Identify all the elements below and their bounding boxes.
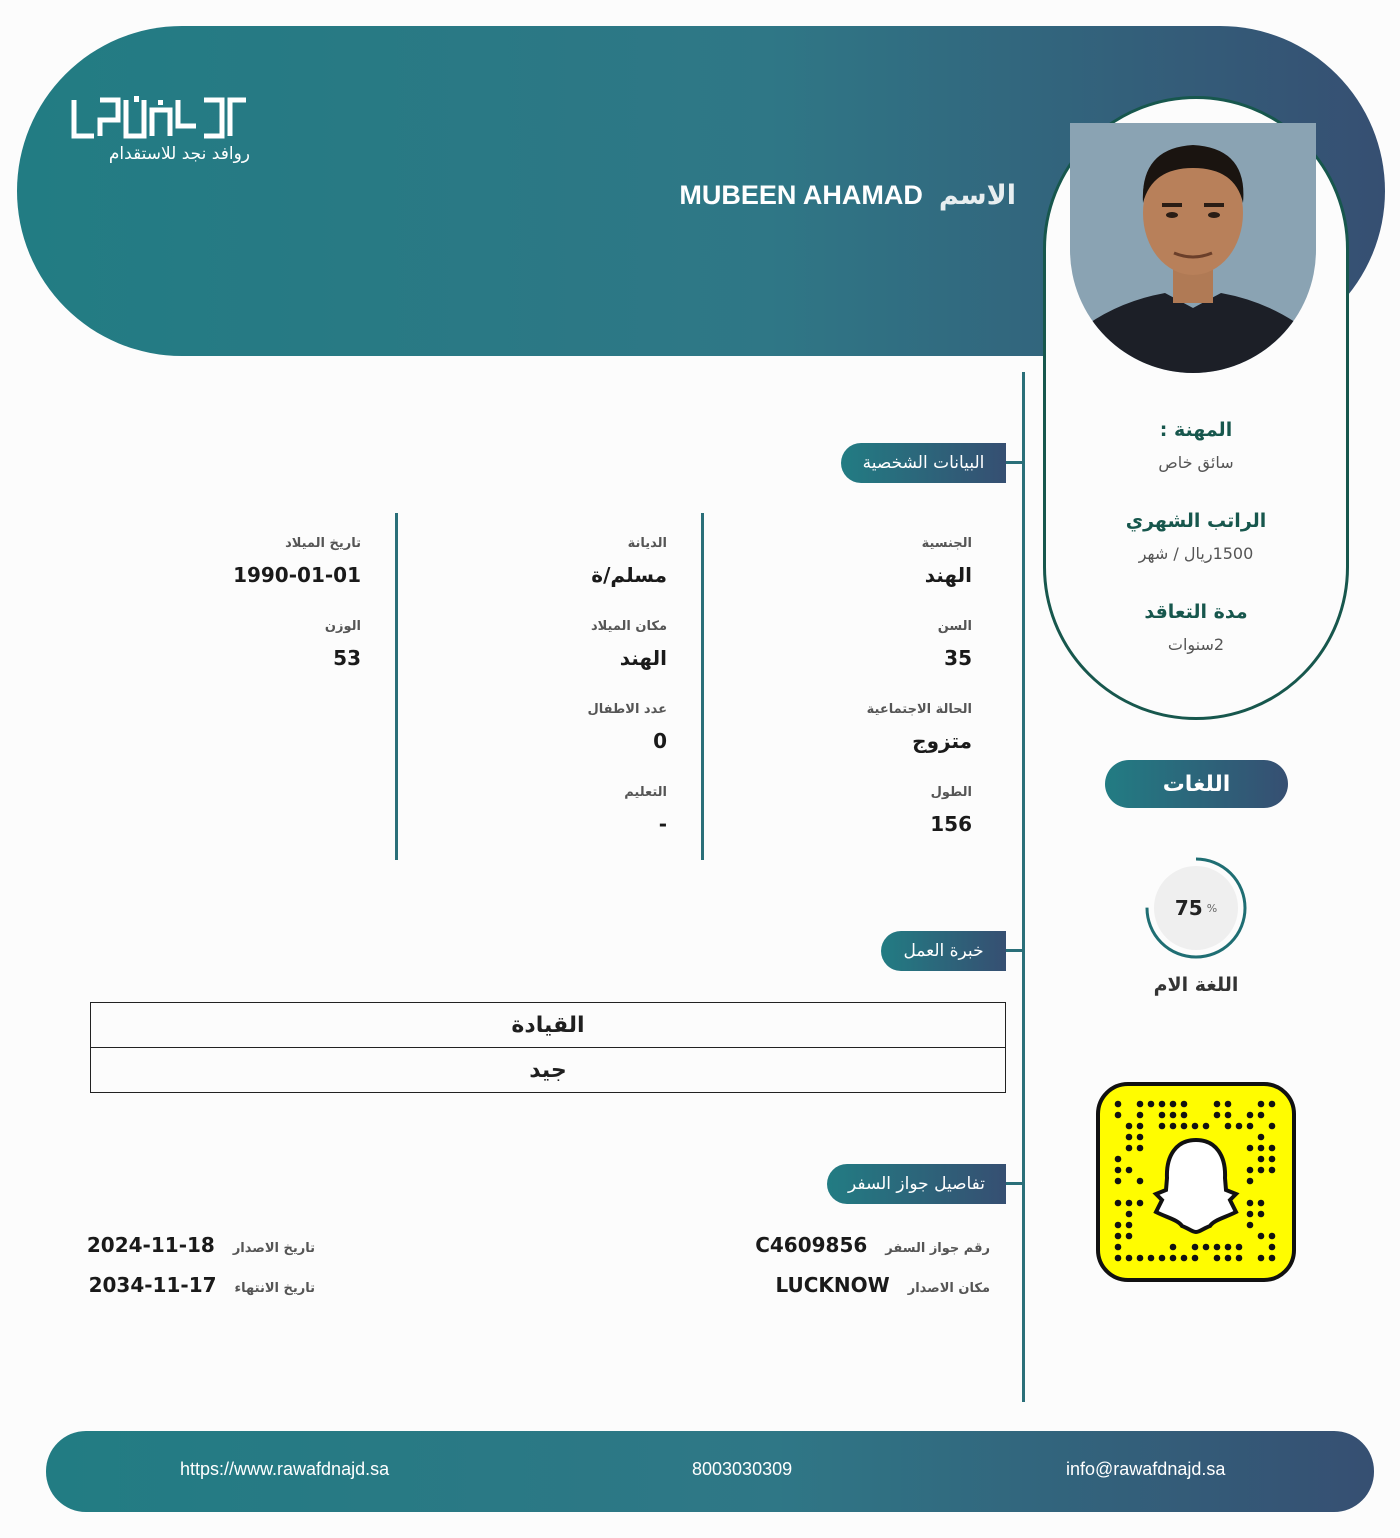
website-link[interactable]: https://www.rawafdnajd.sa [180, 1459, 390, 1479]
weight-label: الوزن [324, 619, 361, 634]
passport-number-row [755, 1233, 990, 1257]
snapcode-dot [1126, 1233, 1133, 1240]
snapcode-dot [1258, 1255, 1265, 1262]
snapcode-dot [1269, 1156, 1276, 1163]
passport-number-label: رقم جواز السفر [885, 1241, 990, 1256]
marital-label: الحالة الاجتماعية [866, 702, 972, 717]
snapcode-dot [1126, 1222, 1133, 1229]
birthdate-label: تاريخ الميلاد [285, 536, 361, 551]
snapcode-dot [1258, 1211, 1265, 1218]
snapcode-dot [1181, 1101, 1188, 1108]
snapcode-dot [1137, 1200, 1144, 1207]
logo-mark-icon [70, 96, 248, 140]
expiry-date-label: تاريخ الانتهاء [234, 1281, 315, 1296]
passport-section-title: تفاصيل جواز السفر [827, 1164, 1006, 1204]
nationality-value: الهند [924, 563, 972, 587]
religion-value: مسلم/ة [591, 563, 667, 587]
issue-place-label: مكان الاصدار [907, 1281, 990, 1296]
snapcode-dot [1115, 1167, 1122, 1174]
weight-value: 53 [333, 646, 361, 670]
snapcode-dot [1247, 1123, 1254, 1130]
snapcode-dot [1159, 1255, 1166, 1262]
portrait-icon [1070, 123, 1316, 373]
snapcode-dot [1115, 1200, 1122, 1207]
snapcode-dot [1115, 1101, 1122, 1108]
expiry-date-row [89, 1273, 315, 1297]
age-value: 35 [944, 646, 972, 670]
education-value: - [658, 812, 667, 836]
column-divider [395, 513, 398, 860]
snapcode-dot [1236, 1123, 1243, 1130]
profession-field [1046, 419, 1346, 472]
snapcode-dot [1225, 1244, 1232, 1251]
candidate-name: MUBEEN AHAMAD [679, 180, 923, 210]
salary-value: 1500ريال / شهر [1138, 544, 1254, 563]
age-field [938, 619, 972, 670]
phone-number[interactable]: 8003030309 [692, 1459, 793, 1479]
snapcode-dot [1247, 1222, 1254, 1229]
snapcode-dot [1170, 1112, 1177, 1119]
passport-number-value: C4609856 [755, 1233, 868, 1257]
snapcode-dot [1115, 1178, 1122, 1185]
snapcode-dot [1148, 1101, 1155, 1108]
issue-place-row [775, 1273, 990, 1297]
snapcode-dot [1258, 1145, 1265, 1152]
issue-date-row [87, 1233, 315, 1257]
passport-connector [1006, 1182, 1024, 1185]
snapcode-dot [1236, 1255, 1243, 1262]
height-label: الطول [930, 785, 972, 800]
snapcode-dot [1225, 1255, 1232, 1262]
birthplace-value: الهند [619, 646, 667, 670]
snapcode-dot [1269, 1233, 1276, 1240]
snapcode-dot [1269, 1255, 1276, 1262]
email-link[interactable]: info@rawafdnajd.sa [1066, 1459, 1226, 1479]
snapcode-dot [1159, 1101, 1166, 1108]
snapcode-dot [1137, 1101, 1144, 1108]
snapcode-dot [1126, 1211, 1133, 1218]
nationality-field [922, 536, 972, 587]
column-divider [701, 513, 704, 860]
snapcode-dot [1192, 1244, 1199, 1251]
snapcode-dot [1247, 1178, 1254, 1185]
salary-label: الراتب الشهري [1125, 510, 1267, 532]
snapcode-dot [1192, 1123, 1199, 1130]
education-field [624, 785, 667, 836]
contract-value: 2سنوات [1167, 635, 1225, 654]
snapcode-dot [1214, 1255, 1221, 1262]
name-label: الاسم [938, 180, 1016, 211]
snapcode-dot [1115, 1112, 1122, 1119]
table-row [91, 1048, 1006, 1093]
birthdate-field [233, 536, 361, 587]
table-row [91, 1003, 1006, 1048]
snapcode-dot [1137, 1145, 1144, 1152]
education-label: التعليم [624, 785, 667, 800]
snapcode-dot [1247, 1200, 1254, 1207]
salary-field [1046, 510, 1346, 563]
language-percent-value: 75 [1174, 896, 1203, 920]
snapcode-dot [1170, 1244, 1177, 1251]
snapcode-dot [1225, 1123, 1232, 1130]
snapcode-dot [1214, 1244, 1221, 1251]
company-logo [70, 96, 250, 164]
nationality-label: الجنسية [921, 536, 972, 551]
profession-value: سائق خاص [1158, 453, 1234, 472]
language-percent [1143, 855, 1249, 961]
snapcode-dot [1181, 1123, 1188, 1130]
children-value: 0 [653, 729, 667, 753]
profession-label: المهنة : [1159, 419, 1233, 441]
experience-connector [1006, 949, 1024, 952]
snapcode-dot [1269, 1123, 1276, 1130]
issue-place-value: LUCKNOW [775, 1273, 890, 1297]
snapcode-dot [1269, 1145, 1276, 1152]
snapcode-dot [1258, 1101, 1265, 1108]
weight-field [325, 619, 361, 670]
birthplace-field [591, 619, 667, 670]
snapcode-dot [1258, 1200, 1265, 1207]
expiry-date-value: 2034-11-17 [88, 1273, 217, 1297]
snapcode-dot [1258, 1233, 1265, 1240]
snapcode-dot [1247, 1167, 1254, 1174]
experience-table [90, 1002, 1006, 1093]
snapcode-dot [1126, 1145, 1133, 1152]
religion-label: الديانة [627, 536, 667, 551]
personal-section-title: البيانات الشخصية [841, 443, 1006, 483]
snapcode-dot [1258, 1167, 1265, 1174]
personal-connector [1006, 461, 1024, 464]
birthplace-label: مكان الميلاد [590, 619, 667, 634]
logo-subtitle: روافد نجد للاستقدام [108, 144, 250, 164]
snapcode-dot [1170, 1101, 1177, 1108]
snapcode-dot [1137, 1123, 1144, 1130]
languages-title: اللغات [1105, 760, 1288, 808]
experience-level: جيد [91, 1048, 1006, 1093]
contract-label: مدة التعاقد [1144, 601, 1248, 623]
snapcode-dot [1115, 1244, 1122, 1251]
language-percent-symbol: % [1206, 901, 1218, 915]
children-field [588, 702, 668, 753]
snapcode-dot [1148, 1255, 1155, 1262]
snapcode-dot [1258, 1134, 1265, 1141]
snapcode-dot [1115, 1222, 1122, 1229]
snapcode-dot [1159, 1123, 1166, 1130]
religion-field [591, 536, 667, 587]
profile-card [1043, 96, 1349, 720]
age-label: السن [937, 619, 972, 634]
snapcode-dot [1170, 1255, 1177, 1262]
snapcode-dot [1203, 1123, 1210, 1130]
snapcode-dot [1247, 1145, 1254, 1152]
snapcode-dot [1203, 1244, 1210, 1251]
snapcode-dot [1115, 1156, 1122, 1163]
snapcode-dot [1225, 1112, 1232, 1119]
snapcode-dot [1170, 1123, 1177, 1130]
snapcode-dot [1159, 1112, 1166, 1119]
contract-field [1046, 601, 1346, 654]
issue-date-value: 2024-11-18 [86, 1233, 215, 1257]
snapcode-dot [1225, 1101, 1232, 1108]
snapcode-dot [1126, 1167, 1133, 1174]
birthdate-value: 1990-01-01 [233, 563, 361, 587]
language-name: اللغة الام [1153, 974, 1239, 996]
issue-date-label: تاريخ الاصدار [232, 1241, 315, 1256]
snapcode-dot [1181, 1112, 1188, 1119]
footer-band [46, 1431, 1374, 1512]
snapcode-dot [1126, 1134, 1133, 1141]
snapcode-dot [1247, 1211, 1254, 1218]
height-field [930, 785, 972, 836]
snapcode-dot [1258, 1112, 1265, 1119]
snapcode-dot [1181, 1255, 1188, 1262]
snapcode-dot [1236, 1244, 1243, 1251]
experience-skill: القيادة [91, 1003, 1006, 1048]
snapcode-dot [1115, 1255, 1122, 1262]
snapcode-dot [1126, 1255, 1133, 1262]
snapcode-dot [1214, 1112, 1221, 1119]
marital-field [867, 702, 972, 753]
snapcode-dot [1126, 1123, 1133, 1130]
snapchat-code-icon[interactable] [1096, 1082, 1296, 1282]
snapcode-dot [1192, 1255, 1199, 1262]
height-value: 156 [930, 812, 972, 836]
experience-section-title: خبرة العمل [881, 931, 1006, 971]
timeline-line [1022, 372, 1025, 1402]
snapcode-dot [1269, 1167, 1276, 1174]
snapcode-dot [1126, 1200, 1133, 1207]
snapcode-dot [1137, 1255, 1144, 1262]
snapcode-dot [1214, 1101, 1221, 1108]
snapcode-dot [1269, 1244, 1276, 1251]
candidate-photo [1070, 123, 1316, 373]
snapcode-dot [1258, 1156, 1265, 1163]
candidate-name-row [679, 180, 1016, 211]
children-label: عدد الاطفال [587, 702, 667, 717]
snapcode-dot [1137, 1112, 1144, 1119]
snapcode-dot [1137, 1178, 1144, 1185]
snapcode-dot [1269, 1101, 1276, 1108]
marital-value: متزوج [912, 729, 972, 753]
snapcode-dot [1137, 1134, 1144, 1141]
snapcode-dot [1247, 1112, 1254, 1119]
snapcode-dot [1115, 1233, 1122, 1240]
